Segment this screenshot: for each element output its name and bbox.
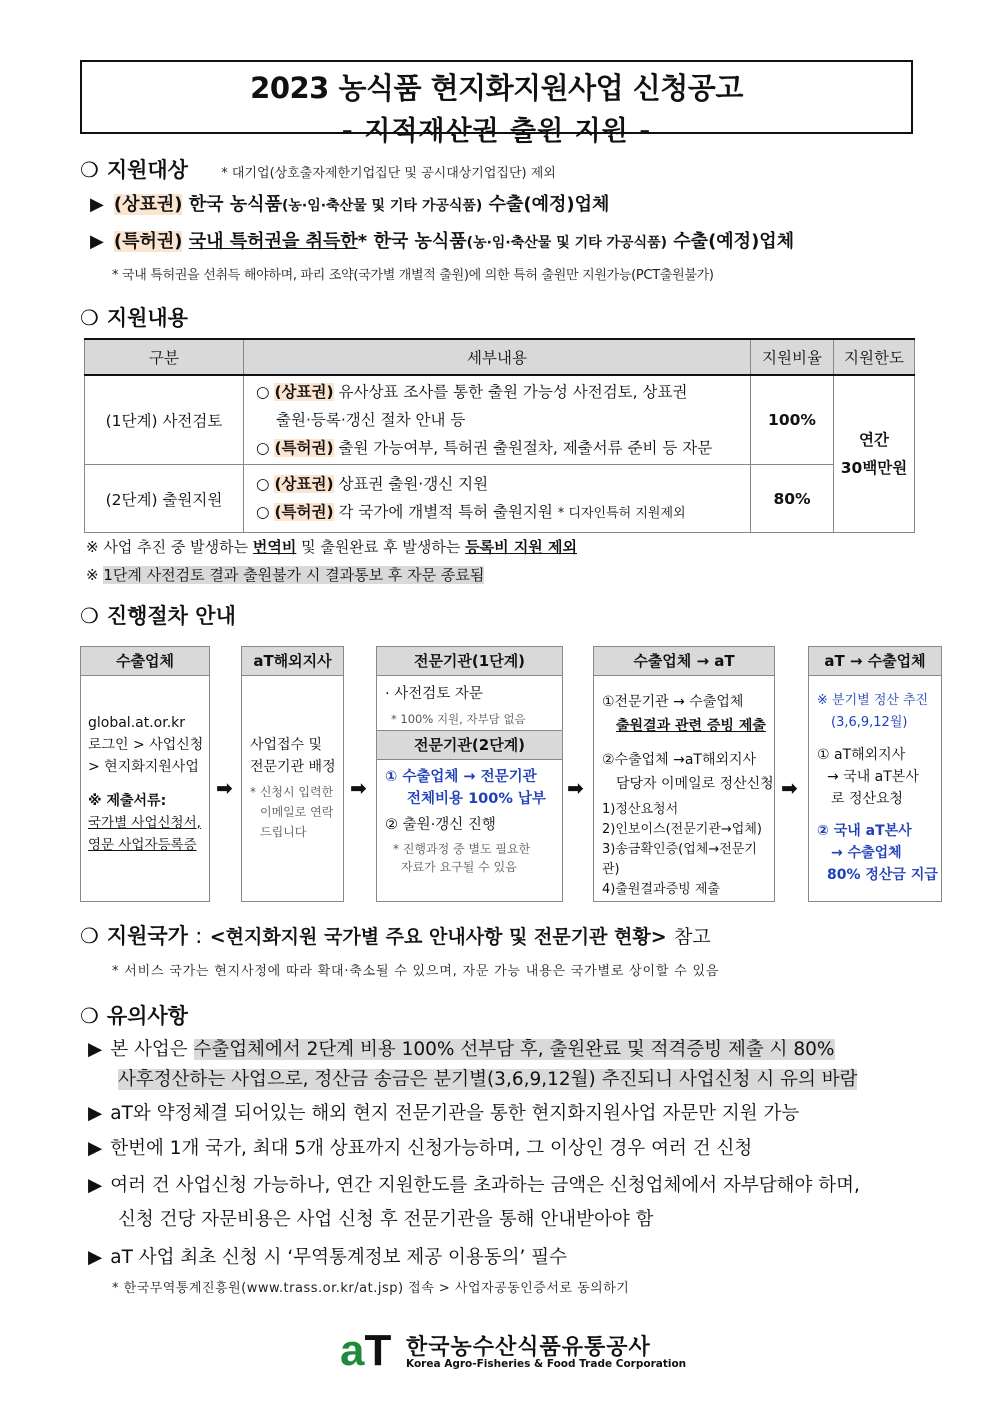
- caution-text: 본 사업은: [110, 1039, 188, 1060]
- country-note: * 서비스 국가는 현지사정에 따라 확대·축소될 수 있으며, 자문 가능 내용은 국가별로 상이할 수 있음: [112, 964, 720, 979]
- step-line: 사업접수 및: [250, 737, 323, 753]
- step-line: ① aT해외지사: [817, 747, 906, 763]
- title-box: [80, 60, 913, 147]
- table-header: 세부내용: [244, 339, 751, 375]
- target-item-trademark: [90, 190, 609, 216]
- step-body: [377, 676, 562, 730]
- content-note-2: [86, 564, 484, 585]
- step-header: 전문기관(2단계): [377, 730, 562, 760]
- trademark-tag: (상표권): [113, 194, 183, 215]
- process-step-settlement-request: [593, 646, 775, 902]
- step-body: [377, 760, 562, 876]
- step-note: [385, 840, 562, 876]
- trademark-tag: (상표권): [274, 383, 334, 401]
- note-line: * 신청시 입력한: [250, 785, 334, 799]
- step-line: ①전문기관 → 수출업체: [602, 694, 744, 710]
- process-step-overseas-branch: [241, 646, 344, 902]
- step-line: ① 수출업체 → 전문기관: [385, 769, 537, 785]
- caution-text: 여러 건 사업신청 가능하나, 연간 지원한도를 초과하는 금액은 신청업체에서 자부담해야 하며,: [110, 1175, 860, 1196]
- org-name-en: Korea Agro-Fisheries & Food Trade Corporation: [406, 1358, 687, 1370]
- flow-arrow: ➡: [567, 776, 584, 800]
- note-text: 및 출원완료 후 발생하는: [301, 538, 461, 556]
- flow-arrow: ➡: [781, 776, 798, 800]
- step-header: aT → 수출업체: [809, 647, 941, 676]
- detail-text: 유사상표 조사를 통한 출원 가능성 사전검토, 상표권: [338, 383, 688, 401]
- docs-item: 영문 사업자등록증: [88, 837, 197, 853]
- step-line: > 현지화지원사업: [88, 759, 199, 775]
- detail-line: [256, 434, 742, 462]
- row-detail: [244, 465, 751, 533]
- step-line: 80% 정산금 지급: [827, 867, 938, 883]
- caution-text: aT 사업 최초 신청 시 ‘무역통계정보 제공 이용동의’ 필수: [110, 1247, 567, 1268]
- target-note: * 대기업(상호출자제한기업집단 및 공시대상기업집단) 제외: [221, 166, 556, 181]
- step-line: → 국내 aT본사: [827, 769, 919, 785]
- section-title: 지원대상: [106, 158, 188, 182]
- page-subtitle: - 지적재산권 출원 지원 -: [341, 116, 652, 147]
- step-note: (3,6,9,12월): [831, 715, 908, 730]
- list-item: 3)송금확인증(업체→전문기관): [602, 842, 757, 877]
- bullet-arrow: ▶: [88, 1138, 103, 1159]
- org-name-ko: 한국농수산식품유통공사: [406, 1335, 651, 1360]
- row-ratio: 100%: [751, 375, 834, 465]
- note-text: 1단계 사전검토 결과 출원불가 시 결과통보 후 자문 종료됨: [103, 566, 485, 584]
- detail-note: * 디자인특허 지원제외: [557, 505, 686, 521]
- step-line: 로 정산요청: [831, 791, 904, 807]
- step-note: ※ 분기별 정산 추진: [817, 693, 929, 708]
- process-step-exporter: [80, 646, 210, 902]
- bullet-arrow: ▶: [88, 1039, 103, 1060]
- step-header: 전문기관(1단계): [377, 647, 562, 676]
- target-text: * 한국 농식품: [357, 231, 467, 252]
- country-ref-suffix: 참고: [673, 926, 711, 948]
- limit-line: 연간: [859, 431, 889, 449]
- section-bullet: ❍: [80, 1004, 99, 1028]
- detail-line: [256, 470, 742, 498]
- step-line: · 사전검토 자문: [385, 686, 483, 702]
- table-row: [85, 465, 915, 533]
- content-note-1: [86, 536, 577, 557]
- step-line: global.at.or.kr: [88, 715, 186, 731]
- list-item: 2)인보이스(전문기관→업체): [602, 822, 762, 837]
- table-row: [85, 375, 915, 465]
- step-line: 담당자 이메일로 정산신청: [616, 776, 774, 792]
- step-body: [809, 676, 941, 886]
- row-label: (2단계) 출원지원: [85, 465, 244, 533]
- step-line: 전문기관 배정: [250, 759, 336, 775]
- step-line: 로그인 > 사업신청: [88, 737, 204, 753]
- section-heading-country: [80, 920, 711, 950]
- step-list: [602, 800, 774, 900]
- section-heading-content: [80, 302, 188, 332]
- support-table: [84, 338, 915, 533]
- support-limit: [834, 375, 915, 533]
- step-line: 전체비용 100% 납부: [407, 791, 546, 807]
- table-header: 지원비율: [751, 339, 834, 375]
- country-ref: <현지화지원 국가별 주요 안내사항 및 전문기관 현황>: [209, 926, 667, 948]
- note-line: 드립니다: [260, 825, 307, 839]
- bullet-arrow: ▶: [88, 1247, 103, 1268]
- step-note: * 100% 지원, 자부담 없음: [391, 712, 526, 726]
- note-emphasis: 등록비 지원 제외: [465, 538, 578, 556]
- table-header-row: [85, 339, 915, 375]
- caution-item-5: [88, 1243, 567, 1273]
- bullet-arrow: ▶: [88, 1103, 103, 1124]
- note-line: * 진행과정 중 별도 필요한: [393, 842, 531, 856]
- bullet-arrow: ▶: [90, 194, 104, 215]
- target-underlined: 국내 특허권을 취득한: [188, 231, 358, 252]
- caution-highlight: 사후정산하는 사업으로, 정산금 송금은 분기별(3,6,9,12월) 추진되니 사업신청 시 유의 바람: [118, 1069, 858, 1090]
- row-label: (1단계) 사전검토: [85, 375, 244, 465]
- step-line: ② 국내 aT본사: [817, 823, 912, 839]
- table-header: 지원한도: [834, 339, 915, 375]
- note-emphasis: 번역비: [252, 538, 297, 556]
- detail-bullet: ○: [256, 502, 270, 521]
- target-text: 수출(예정)업체: [488, 194, 610, 215]
- caution-highlight: 수출업체에서 2단계 비용 100% 선부담 후, 출원완료 및 적격증빙 제출 시 80%: [193, 1039, 835, 1060]
- note-mark: ※: [86, 566, 99, 584]
- step-note: [250, 782, 343, 842]
- target-paren: (농·임·축산물 및 기타 가공식품): [466, 235, 668, 251]
- detail-line: 출원·등록·갱신 절차 안내 등: [276, 411, 466, 429]
- caution-item-3: [88, 1134, 752, 1164]
- step-header: 수출업체 → aT: [594, 647, 774, 676]
- logo-letter-t: T: [364, 1326, 392, 1375]
- row-detail: [244, 375, 751, 465]
- step-body: [594, 676, 774, 900]
- flow-arrow: ➡: [216, 776, 233, 800]
- caution-item-2: [88, 1099, 799, 1129]
- detail-line: [256, 378, 742, 406]
- note-line: 자료가 요구될 수 있음: [401, 860, 517, 874]
- section-title: 지원국가: [106, 924, 188, 948]
- caution-line: [88, 1065, 938, 1095]
- bullet-arrow: ▶: [88, 1175, 103, 1196]
- note-line: 이메일로 연락: [260, 805, 334, 819]
- docs-item: 국가별 사업신청서,: [88, 815, 201, 831]
- logo-letter-a: a: [340, 1326, 365, 1375]
- section-heading-target: [80, 154, 556, 184]
- target-text: 한국 농식품: [188, 194, 282, 215]
- section-title: 지원내용: [106, 306, 188, 330]
- list-item: 4)출원결과증빙 제출: [602, 882, 720, 897]
- target-paren: (농·임·축산물 및 기타 가공식품): [281, 198, 483, 214]
- detail-text: 각 국가에 개별적 특허 출원지원: [338, 502, 553, 521]
- list-item: 1)정산요청서: [602, 802, 679, 817]
- org-logo: [340, 1326, 687, 1376]
- step-body: [242, 676, 343, 842]
- patent-note: * 국내 특허권을 선취득 해야하며, 파리 조약(국가별 개별적 출원)에 의한 특허 출원만 지원가능(PCT출원불가): [112, 268, 714, 283]
- step-line: ②수출업체 →aT해외지사: [602, 752, 757, 768]
- section-bullet: ❍: [80, 604, 99, 628]
- target-text: 수출(예정)업체: [673, 231, 795, 252]
- note-mark: ※: [86, 538, 99, 556]
- section-heading-process: [80, 600, 236, 630]
- step-header: 수출업체: [81, 647, 209, 676]
- step-line: ② 출원·갱신 진행: [385, 817, 496, 833]
- detail-bullet: ○: [256, 439, 270, 457]
- caution-line: 신청 건당 자문비용은 사업 신청 후 전문기관을 통해 안내받아야 함: [118, 1209, 654, 1230]
- detail-line: [256, 498, 742, 528]
- section-title: 유의사항: [106, 1004, 188, 1028]
- trademark-tag: (상표권): [274, 474, 334, 493]
- detail-bullet: ○: [256, 383, 270, 401]
- section-title: 진행절차 안내: [106, 604, 236, 628]
- caution-item-1: [88, 1035, 938, 1095]
- patent-tag: (특허권): [274, 439, 334, 457]
- step-header: aT해외지사: [242, 647, 343, 676]
- caution-text: 한번에 1개 국가, 최대 5개 상표까지 신청가능하며, 그 이상인 경우 여러 건 신청: [110, 1138, 753, 1159]
- country-colon: :: [195, 924, 203, 948]
- step-line: → 수출업체: [831, 845, 902, 861]
- process-step-payment: [808, 646, 942, 902]
- step-line: 출원결과 관련 증빙 제출: [616, 718, 766, 734]
- target-item-patent: [90, 227, 794, 253]
- process-step-agency: [376, 646, 563, 902]
- patent-tag: (특허권): [113, 231, 183, 252]
- page-title: 2023 농식품 현지화지원사업 신청공고: [250, 71, 743, 105]
- docs-label: ※ 제출서류:: [88, 793, 167, 809]
- detail-text: 상표권 출원·갱신 지원: [338, 474, 489, 493]
- caution-item-4: [88, 1169, 938, 1237]
- flow-arrow: ➡: [350, 776, 367, 800]
- caution-text: aT와 약정체결 되어있는 해외 현지 전문기관을 통한 현지화지원사업 자문만 지원 가능: [110, 1103, 800, 1124]
- section-bullet: ❍: [80, 306, 99, 330]
- section-bullet: ❍: [80, 924, 99, 948]
- patent-tag: (특허권): [274, 502, 334, 521]
- row-ratio: 80%: [751, 465, 834, 533]
- section-bullet: ❍: [80, 158, 99, 182]
- bullet-arrow: ▶: [90, 231, 104, 252]
- step-body: [81, 676, 209, 856]
- detail-bullet: ○: [256, 474, 270, 493]
- caution-note: * 한국무역통계진흥원(www.trass.or.kr/at.jsp) 접속 > 사업자공동인증서로 동의하기: [112, 1281, 630, 1296]
- note-text: 사업 추진 중 발생하는: [103, 538, 249, 556]
- at-logo-mark: [340, 1326, 392, 1382]
- limit-line: 30백만원: [840, 459, 908, 477]
- table-header: 구분: [85, 339, 244, 375]
- section-heading-caution: [80, 1000, 188, 1030]
- detail-text: 출원 가능여부, 특허권 출원절차, 제출서류 준비 등 자문: [338, 439, 713, 457]
